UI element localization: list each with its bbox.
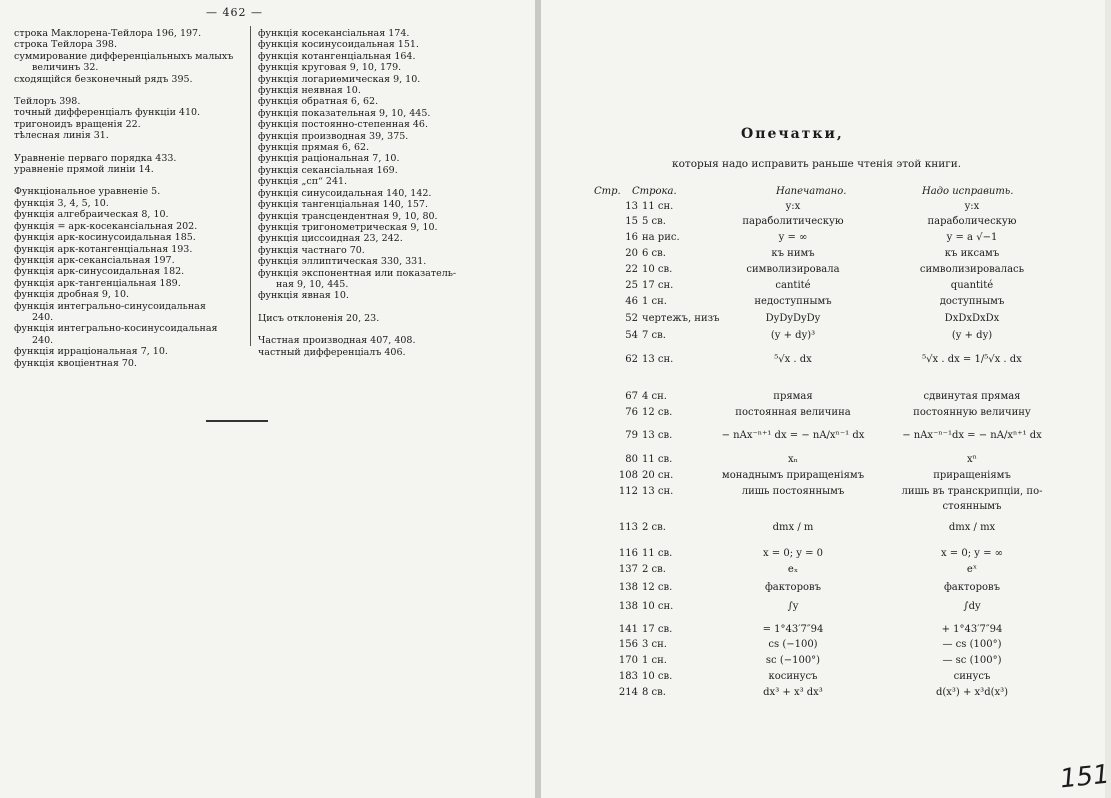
index-entry: функція логариѳмическая 9, 10. xyxy=(258,73,421,85)
index-entry: величинъ 32. xyxy=(32,62,99,74)
errata-line: 10 св. xyxy=(642,264,673,275)
errata-page: 141 xyxy=(618,624,638,635)
index-entry: функція производная 39, 375. xyxy=(258,130,409,142)
errata-printed: dmx / m xyxy=(772,522,814,533)
index-entry: функція круговая 9, 10, 179. xyxy=(258,62,402,74)
errata-line: 13 сн. xyxy=(642,486,674,497)
errata-correct: — sc (100°) xyxy=(942,655,1002,666)
index-entry: функція алгебраическая 8, 10. xyxy=(14,209,169,221)
index-entry: функція экспонентная или показатель- xyxy=(258,267,457,279)
errata-correct: x = 0; y = ∞ xyxy=(940,548,1003,559)
end-rule xyxy=(206,420,268,422)
errata-correct: ⁵√x . dx = 1/⁵√x . dx xyxy=(922,354,1022,365)
errata-correct: eˣ xyxy=(966,564,978,575)
index-entry: функція „сп“ 241. xyxy=(258,176,348,188)
index-entry: уравненіе прямой линіи 14. xyxy=(14,164,154,176)
errata-line: 10 сн. xyxy=(642,601,674,612)
errata-page: 156 xyxy=(618,639,638,650)
index-entry: функція ирраціональная 7, 10. xyxy=(14,346,168,358)
errata-correct: стояннымъ xyxy=(942,501,1002,512)
index-entry xyxy=(258,324,498,335)
errata-correct: xⁿ xyxy=(967,454,977,465)
index-entry: функція интегрально-косинусоидальная xyxy=(14,323,218,335)
index-entry: функція прямая 6, 62. xyxy=(258,142,370,154)
errata-page: 22 xyxy=(625,264,638,275)
errata-printed: ∫y xyxy=(787,601,799,612)
index-entry: ная 9, 10, 445. xyxy=(276,278,349,290)
errata-printed: y = ∞ xyxy=(778,232,808,243)
index-entry: функція арк-косинусоидальная 185. xyxy=(14,232,196,244)
errata-line: 12 св. xyxy=(642,582,673,593)
index-entry: функція дробная 9, 10. xyxy=(14,289,130,301)
errata-correct: + 1°43′7″94 xyxy=(941,624,1003,635)
errata-correct: синусъ xyxy=(953,671,991,682)
errata-correct: y = a √−1 xyxy=(946,232,998,243)
errata-printed: cs (−100) xyxy=(768,639,818,650)
errata-correct: d(x³) + x³d(x³) xyxy=(935,687,1009,698)
index-entry: функція арк-синусоидальная 182. xyxy=(14,266,185,278)
errata-printed: ⁵√x . dx xyxy=(774,354,812,365)
index-column-2 xyxy=(258,28,498,358)
index-entry: 240. xyxy=(32,311,54,323)
errata-printed: sc (−100°) xyxy=(765,655,821,666)
errata-line: 1 сн. xyxy=(642,655,667,666)
errata-printed: − nAx⁻ⁿ⁺¹ dx = − nA/xⁿ⁻¹ dx xyxy=(721,430,865,441)
errata-correct: доступнымъ xyxy=(939,296,1005,307)
index-entry: функція явная 10. xyxy=(258,290,349,302)
index-entry: 240. xyxy=(32,334,54,346)
index-entry: строка Тейлора 398. xyxy=(14,39,117,51)
handwritten-page-mark: 151 xyxy=(1058,759,1111,795)
errata-printed: = 1°43′7″94 xyxy=(762,624,824,635)
index-entry: Частная производная 407, 408. xyxy=(258,335,416,347)
index-entry: функція показательная 9, 10, 445. xyxy=(258,107,431,119)
errata-line: 12 св. xyxy=(642,407,673,418)
errata-page: 67 xyxy=(625,391,638,402)
index-entry: точный дифференціалъ функціи 410. xyxy=(14,107,201,119)
errata-printed: DyDyDyDy xyxy=(765,313,821,324)
errata-page: 62 xyxy=(625,354,638,365)
index-entry: функція циссоидная 23, 242. xyxy=(258,233,403,245)
index-entry: функція котангенціальная 164. xyxy=(258,50,416,62)
index-entry: Тейлоръ 398. xyxy=(14,96,81,108)
errata-correct: приращеніямъ xyxy=(933,470,1011,481)
index-entry: строка Маклорена-Тейлора 196, 197. xyxy=(14,28,202,39)
errata-printed: прямая xyxy=(773,391,813,402)
index-entry xyxy=(14,85,244,96)
errata-correct: dmx / mx xyxy=(948,522,996,533)
errata-page: 13 xyxy=(625,201,638,212)
errata-line: 17 св. xyxy=(642,624,673,635)
errata-line: 8 св. xyxy=(642,687,666,698)
errata-page: 214 xyxy=(618,687,638,698)
index-entry: функція тангенціальная 140, 157. xyxy=(258,199,428,211)
index-entry: функція арк-котангенціальная 193. xyxy=(14,243,193,255)
errata-subtitle: которыя надо исправить раньше чтенія этой книги. xyxy=(672,158,962,170)
errata-line: 4 сн. xyxy=(642,391,667,402)
errata-line: 13 св. xyxy=(642,430,673,441)
index-column-1 xyxy=(14,28,244,369)
index-entry: Уравненіе перваго порядка 433. xyxy=(14,152,177,164)
errata-page: 116 xyxy=(618,548,638,559)
errata-line: 17 сн. xyxy=(642,280,674,291)
index-entry: функція эллиптическая 330, 331. xyxy=(258,256,427,268)
page-number: — 462 — xyxy=(206,6,263,19)
errata-page: 46 xyxy=(625,296,638,307)
errata-printed: (y + dy)³ xyxy=(770,330,816,341)
errata-line: 5 св. xyxy=(642,216,666,227)
header-page: Стр. xyxy=(594,186,621,197)
errata-line: 11 сн. xyxy=(642,201,674,212)
header-line: Строка. xyxy=(632,186,677,197)
errata-page: 183 xyxy=(618,671,638,682)
index-entry: функція = арк-косекансіальная 202. xyxy=(14,220,198,232)
errata-page: 54 xyxy=(625,330,638,341)
index-entry: суммирование дифференціальныхъ малыхъ xyxy=(14,50,234,62)
errata-printed: параболитическую xyxy=(742,216,844,227)
index-entry xyxy=(14,175,244,186)
errata-page: 20 xyxy=(625,248,638,259)
errata-printed: косинусъ xyxy=(768,671,818,682)
errata-correct: DxDxDxDx xyxy=(944,313,1000,324)
errata-printed: монаднымъ приращеніямъ xyxy=(721,470,865,481)
index-entry: функція секансіальная 169. xyxy=(258,164,398,176)
errata-page: 79 xyxy=(625,430,638,441)
errata-page: 112 xyxy=(618,486,638,497)
errata-page: 52 xyxy=(625,313,638,324)
index-entry: функція квоціентная 70. xyxy=(14,357,137,369)
errata-line: 1 сн. xyxy=(642,296,667,307)
errata-line: 20 сн. xyxy=(642,470,674,481)
errata-correct: символизировалась xyxy=(919,264,1025,275)
errata-correct: къ иксамъ xyxy=(944,248,1000,259)
index-entry: функція обратная 6, 62. xyxy=(258,96,379,108)
errata-correct: — cs (100°) xyxy=(942,639,1002,650)
errata-correct: лишь въ транскрипціи, по- xyxy=(901,486,1043,497)
index-entry: частный дифференціалъ 406. xyxy=(258,346,406,358)
errata-page: 138 xyxy=(618,601,638,612)
index-entry: функція постоянно-степенная 46. xyxy=(258,119,428,131)
errata-line: 11 св. xyxy=(642,548,673,559)
errata-printed: факторовъ xyxy=(764,582,821,593)
errata-printed: недоступнымъ xyxy=(754,296,832,307)
index-entry: тригоноидъ вращенія 22. xyxy=(14,118,141,130)
errata-page: 170 xyxy=(618,655,638,666)
errata-page: 80 xyxy=(625,454,638,465)
errata-printed: y:x xyxy=(785,201,801,212)
index-entry: функція трансцендентная 9, 10, 80. xyxy=(258,210,438,222)
errata-page: 25 xyxy=(625,280,638,291)
errata-line: 10 св. xyxy=(642,671,673,682)
errata-printed: xₙ xyxy=(788,454,798,465)
errata-line: чертежъ, низъ xyxy=(642,313,720,324)
index-entry: функція косинусоидальная 151. xyxy=(258,39,419,51)
header-correct: Надо исправить. xyxy=(922,186,1014,197)
index-entry xyxy=(14,142,244,153)
errata-page: 138 xyxy=(618,582,638,593)
errata-correct: (y + dy) xyxy=(951,330,993,341)
header-printed: Напечатано. xyxy=(776,186,847,197)
errata-page: 76 xyxy=(625,407,638,418)
index-entry: функція арк-тангенціальная 189. xyxy=(14,277,181,289)
errata-page: 16 xyxy=(625,232,638,243)
index-entry: функція косекансіальная 174. xyxy=(258,28,410,39)
errata-printed: dx³ + x³ dx³ xyxy=(763,687,823,698)
errata-title: Опечатки, xyxy=(741,126,844,142)
errata-printed: cantité xyxy=(775,280,811,291)
index-entry: функція синусоидальная 140, 142. xyxy=(258,187,432,199)
index-entry: тѣлесная линія 31. xyxy=(14,130,109,142)
index-entry: функція раціональная 7, 10. xyxy=(258,153,400,165)
errata-line: 6 св. xyxy=(642,248,666,259)
index-entry: сходящійся безконечный рядъ 395. xyxy=(14,73,193,85)
errata-page: 137 xyxy=(618,564,638,575)
errata-line: 7 св. xyxy=(642,330,666,341)
errata-line: на рис. xyxy=(642,232,680,243)
errata-printed: символизировала xyxy=(746,264,840,275)
index-entry: функція арк-секансіальная 197. xyxy=(14,254,175,266)
errata-correct: сдвинутая прямая xyxy=(923,391,1021,402)
errata-line: 11 св. xyxy=(642,454,673,465)
errata-correct: y:x xyxy=(964,201,980,212)
errata-printed: eₓ xyxy=(787,564,799,575)
index-entry: функція интегрально-синусоидальная xyxy=(14,300,206,312)
index-entry: функція неявная 10. xyxy=(258,85,361,97)
errata-page: 108 xyxy=(618,470,638,481)
errata-printed: постоянная величина xyxy=(735,407,851,418)
errata-page: 15 xyxy=(625,216,638,227)
index-entry: Цисъ отклоненія 20, 23. xyxy=(258,312,380,324)
errata-printed: x = 0; y = 0 xyxy=(762,548,824,559)
left-page xyxy=(0,0,535,798)
errata-correct: quantité xyxy=(950,280,994,291)
errata-correct: параболическую xyxy=(927,216,1017,227)
errata-correct: − nAx⁻ⁿ⁻¹dx = − nA/xⁿ⁺¹ dx xyxy=(902,430,1042,441)
errata-page: 113 xyxy=(618,522,638,533)
errata-printed: лишь постояннымъ xyxy=(741,486,845,497)
errata-correct: факторовъ xyxy=(943,582,1000,593)
errata-printed: къ нимъ xyxy=(771,248,815,259)
errata-line: 13 сн. xyxy=(642,354,674,365)
errata-correct: ∫dy xyxy=(963,601,981,612)
index-entry: Функціональное уравненіе 5. xyxy=(14,186,161,198)
index-entry xyxy=(258,302,498,313)
errata-line: 2 св. xyxy=(642,564,666,575)
index-entry: функція 3, 4, 5, 10. xyxy=(14,197,109,209)
errata-line: 3 сн. xyxy=(642,639,667,650)
column-divider xyxy=(250,26,251,346)
errata-line: 2 св. xyxy=(642,522,666,533)
index-entry: функція частнаго 70. xyxy=(258,244,365,256)
errata-correct: постоянную величину xyxy=(913,407,1031,418)
index-entry: функція тригонометрическая 9, 10. xyxy=(258,221,438,233)
